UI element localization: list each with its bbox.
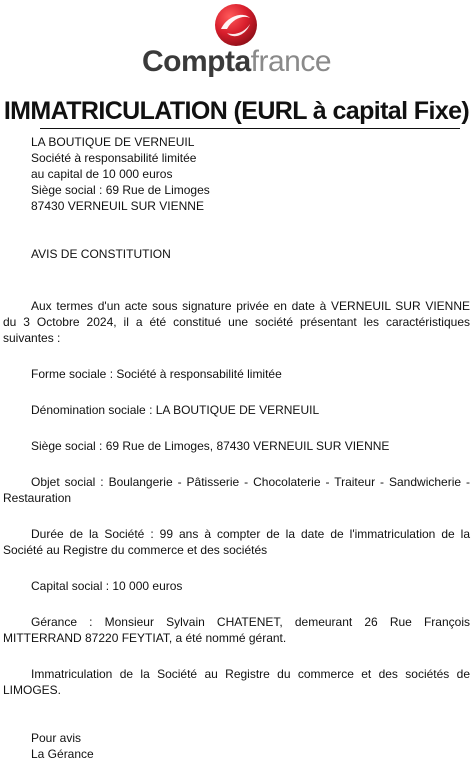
logo-wordmark-compta: Compta — [141, 45, 251, 78]
logo-wordmark-france: france — [250, 45, 332, 78]
notice-title: AVIS DE CONSTITUTION — [31, 247, 171, 261]
denomination-paragraph: Dénomination sociale : LA BOUTIQUE DE VERNEUIL — [31, 403, 320, 417]
compta-france-logo — [0, 0, 473, 84]
forme-sociale-paragraph: Forme sociale : Société à responsabilité limitée — [31, 367, 282, 381]
document-title: IMMATRICULATION (EURL à capital Fixe) — [3, 97, 470, 125]
signature-la-gerance: La Gérance — [31, 747, 94, 761]
signature-pour-avis: Pour avis — [31, 731, 82, 745]
siege-social-paragraph: Siège social : 69 Rue de Limoges, 87430 VERNEUIL SUR VIENNE — [31, 439, 390, 453]
capital-paragraph: Capital social : 10 000 euros — [31, 579, 183, 593]
immatriculation-paragraph: Immatriculation de la Société au Registre du commerce et des sociétés de LIMOGES. — [3, 667, 470, 697]
duree-paragraph: Durée de la Société : 99 ans à compter de la date de l'immatriculation de la Société au Registre du commerce et des sociétés — [3, 527, 470, 557]
title-underline — [40, 128, 460, 129]
company-city-line: 87430 VERNEUIL SUR VIENNE — [31, 199, 204, 213]
logo-wordmark — [0, 44, 473, 80]
company-capital-line: au capital de 10 000 euros — [31, 167, 173, 181]
company-address-line: Siège social : 69 Rue de Limoges — [31, 183, 210, 197]
compta-france-logo-icon — [213, 2, 259, 48]
gerance-paragraph: Gérance : Monsieur Sylvain CHATENET, demeurant 26 Rue François MITTERRAND 87220 FEYTIAT, a été nommé gérant. — [3, 615, 470, 645]
intro-paragraph: Aux termes d'un acte sous signature privée en date à VERNEUIL SUR VIENNE du 3 Octobre 2024, il a été constitué une société présentant les caractéristiques suivantes : — [3, 299, 470, 345]
objet-social-paragraph: Objet social : Boulangerie - Pâtisserie - Chocolaterie - Traiteur - Sandwicherie - Restauration — [3, 475, 470, 505]
company-name-line: LA BOUTIQUE DE VERNEUIL — [31, 135, 195, 149]
company-form-line: Société à responsabilité limitée — [31, 151, 197, 165]
notice-content — [3, 134, 470, 762]
